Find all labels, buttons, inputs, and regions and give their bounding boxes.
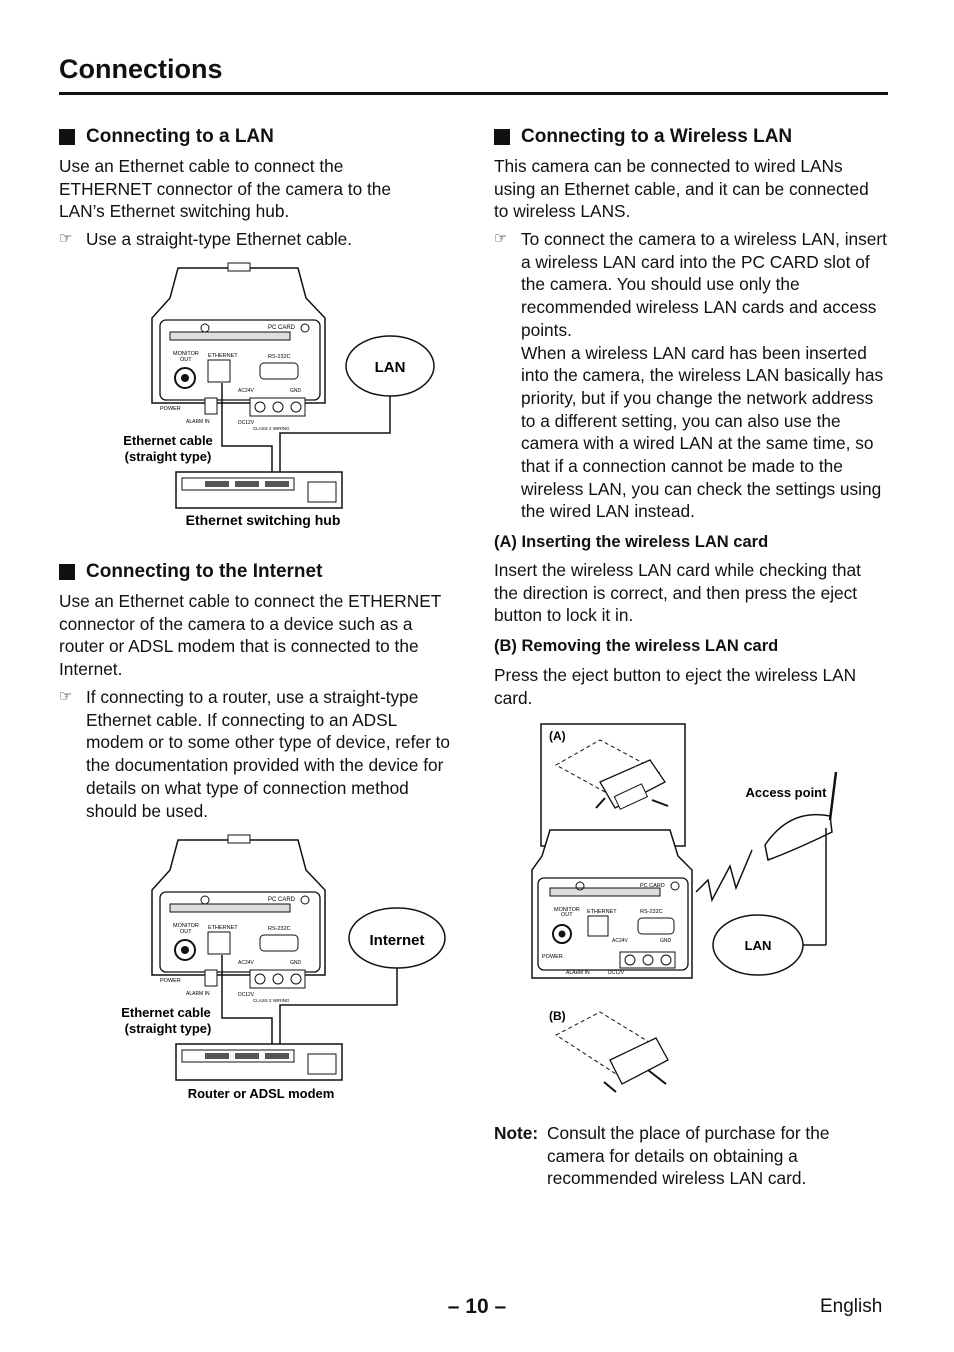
panel-label-monitor-2: OUT — [561, 912, 573, 918]
lan-cable-label-2: (straight type) — [124, 449, 212, 464]
camera-rear-panel — [152, 263, 325, 431]
sub-b-heading: (B) Removing the wireless LAN card — [494, 637, 779, 655]
internet-heading — [59, 561, 322, 583]
panel-label-power: POWER — [160, 406, 181, 412]
internet-cable-label-2: (straight type) — [124, 1021, 212, 1036]
panel-label-monitor-2: OUT — [180, 357, 192, 363]
internet-note — [59, 686, 454, 822]
panel-label-alarm: ALARM IN — [186, 991, 210, 997]
panel-label-pc-card: PC CARD — [268, 897, 296, 903]
panel-label-gnd: GND — [290, 388, 302, 394]
wireless-note-1: To connect the camera to a wireless LAN, insert a wireless LAN card into the PC CARD slot of the camera. You should use only the recommended wireless LAN cards and access points. — [521, 229, 887, 340]
note-label: Note: — [494, 1123, 539, 1143]
panel-label-pc-card: PC CARD — [640, 883, 665, 889]
access-point-label: Access point — [745, 785, 827, 800]
lan-heading — [59, 126, 274, 148]
panel-label-ac24v: AC24V — [238, 960, 254, 966]
panel-label-rs232c: RS-232C — [268, 354, 291, 360]
square-bullet-icon — [59, 564, 75, 580]
panel-label-ethernet: ETHERNET — [208, 925, 238, 931]
internet-body: Use an Ethernet cable to connect the ETHERNET connector of the camera to a device such as a router or ADSL modem that is connected to the Internet. — [59, 591, 441, 680]
wireless-diagram — [520, 720, 860, 1110]
wireless-body: This camera can be connected to wired LANs using an Ethernet cable, and it can be connected to wireless LANS. — [494, 156, 869, 222]
lan-cloud-label: LAN — [374, 359, 406, 376]
square-bullet-icon — [59, 129, 75, 145]
panel-label-pc-card: PC CARD — [268, 325, 296, 331]
lan-card-remove-illustration — [556, 1012, 668, 1092]
camera-rear-panel — [152, 835, 325, 1003]
ethernet-hub — [176, 472, 342, 508]
panel-label-dc12v: DC12V — [238, 420, 255, 426]
panel-label-ac24v: AC24V — [238, 388, 254, 394]
panel-label-ac24v: AC24V — [612, 938, 628, 944]
panel-label-alarm: ALARM IN — [566, 970, 590, 976]
pointing-hand-icon: ☞ — [494, 230, 508, 247]
lan-note-text: Use a straight-type Ethernet cable. — [86, 229, 353, 249]
wireless-note — [494, 228, 889, 523]
wireless-note-text — [521, 228, 889, 523]
internet-cloud-label: Internet — [369, 932, 425, 949]
pointing-hand-icon: ☞ — [59, 230, 73, 247]
wireless-note-2: When a wireless LAN card has been inserted into the camera, the wireless LAN basically has priority, but if you change the network address to a different setting, you can also use the camera with a wired LAN at the same time, so that if a connection cannot be made to the wireless LAN, you can check the settings using the wired LAN instead. — [521, 342, 884, 522]
internet-cable-label-1: Ethernet cable — [121, 1005, 211, 1020]
inset-a-label: (A) — [549, 729, 566, 743]
wireless-heading-text: Connecting to a Wireless LAN — [521, 126, 793, 147]
internet-diagram — [110, 830, 450, 1110]
lan-note — [59, 228, 449, 251]
panel-label-alarm: ALARM IN — [186, 419, 210, 425]
panel-label-power: POWER — [542, 954, 563, 960]
lan-body: Use an Ethernet cable to connect the ETHERNET connector of the camera to the LAN’s Ethernet switching hub. — [59, 156, 392, 222]
panel-label-gnd: GND — [660, 938, 672, 944]
panel-label-class2: CLASS 2 WIRING — [253, 998, 290, 1003]
panel-label-dc12v: DC12V — [608, 970, 625, 976]
panel-label-power: POWER — [160, 978, 181, 984]
panel-label-monitor-1: MONITOR — [554, 907, 580, 913]
panel-label-monitor-1: MONITOR — [173, 351, 199, 357]
lan-cable-label-1: Ethernet cable — [123, 433, 213, 448]
panel-label-rs232c: RS-232C — [640, 909, 663, 915]
panel-label-rs232c: RS-232C — [268, 926, 291, 932]
internet-heading-text: Connecting to the Internet — [86, 561, 323, 582]
panel-label-ethernet: ETHERNET — [208, 353, 238, 359]
lan-hub-label: Ethernet switching hub — [185, 512, 341, 528]
sub-b-body: Press the eject button to eject the wireless LAN card. — [494, 665, 857, 708]
wireless-heading — [494, 126, 792, 148]
page-number: – 10 – — [447, 1295, 507, 1318]
panel-label-class2: CLASS 2 WIRING — [253, 426, 290, 431]
footer-language: English — [820, 1296, 883, 1317]
panel-label-monitor-2: OUT — [180, 929, 192, 935]
wireless-lan-cloud-label: LAN — [744, 938, 772, 953]
page-title: Connections — [59, 54, 223, 84]
panel-label-ethernet: ETHERNET — [587, 909, 617, 915]
internet-router-label: Router or ADSL modem — [187, 1086, 335, 1101]
panel-label-dc12v: DC12V — [238, 992, 255, 998]
panel-label-gnd: GND — [290, 960, 302, 966]
wireless-signal-icon — [696, 850, 752, 900]
camera-rear-panel — [532, 830, 692, 978]
router-modem — [176, 1044, 342, 1080]
lan-heading-text: Connecting to a LAN — [86, 126, 274, 147]
note-body: Consult the place of purchase for the camera for details on obtaining a recommended wireless LAN card. — [547, 1123, 830, 1189]
pointing-hand-icon: ☞ — [59, 688, 73, 705]
sub-a-body: Insert the wireless LAN card while checking that the direction is correct, and then press the eject button to lock it in. — [494, 560, 861, 626]
inset-b-label: (B) — [549, 1009, 566, 1023]
title-rule — [59, 92, 888, 95]
panel-label-monitor-1: MONITOR — [173, 923, 199, 929]
wireless-note-box — [494, 1122, 886, 1190]
internet-note-text: If connecting to a router, use a straight-type Ethernet cable. If connecting to an ADSL modem or to some other type of device, refer to the documentation provided with the device for details on what type of connection method should be used. — [86, 687, 451, 821]
lan-diagram — [110, 258, 450, 538]
square-bullet-icon — [494, 129, 510, 145]
sub-a-heading: (A) Inserting the wireless LAN card — [494, 533, 769, 551]
